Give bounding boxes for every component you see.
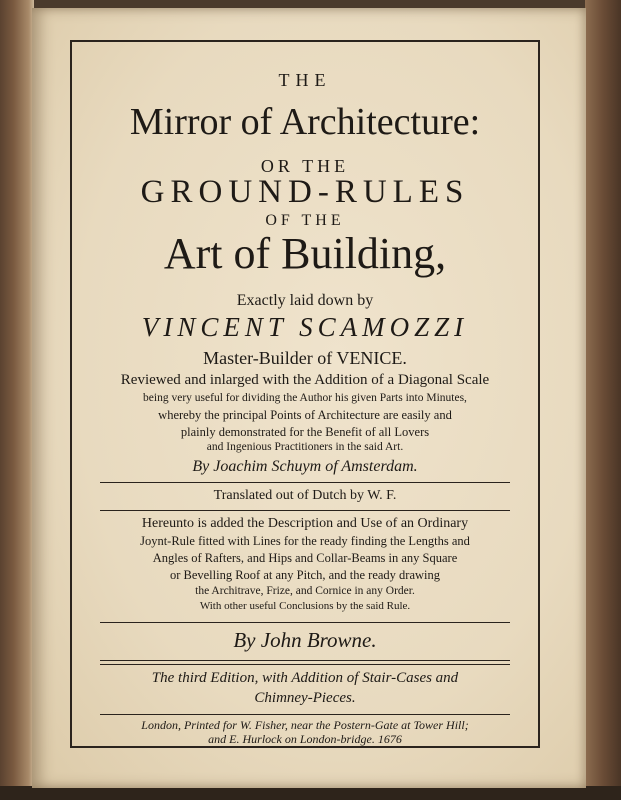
edition-line-1: The third Edition, with Addition of Stair-Cases and — [151, 670, 459, 686]
hereunto-line-3: Angles of Rafters, and Hips and Collar-Beams in any Square — [152, 551, 458, 565]
title-page — [32, 8, 586, 788]
book-cover-bottom — [0, 786, 621, 800]
hereunto-line-5: the Architrave, Frize, and Cornice in any Order. — [195, 585, 415, 597]
rule-divider — [100, 660, 510, 661]
master-builder-line: Master-Builder of VENICE. — [203, 348, 407, 368]
by-browne-line: By John Browne. — [233, 628, 377, 652]
exactly-laid-down: Exactly laid down by — [236, 292, 374, 309]
rule-divider — [100, 482, 510, 483]
rule-divider — [100, 622, 510, 623]
of-the-heading: OF THE — [265, 212, 345, 229]
hereunto-line-6: With other useful Conclusions by the said Rule. — [199, 600, 411, 612]
book-cover-left — [0, 0, 34, 800]
author-name: VINCENT SCAMOZZI — [141, 312, 469, 342]
rule-divider — [100, 510, 510, 511]
main-title: Mirror of Architecture: — [129, 101, 481, 143]
translated-line: Translated out of Dutch by W. F. — [213, 488, 397, 503]
imprint-line-2: and E. Hurlock on London-bridge. 1676 — [208, 732, 402, 746]
title-page-border — [70, 40, 540, 748]
reviewed-line-5: and Ingenious Practitioners in the said Art. — [206, 441, 404, 453]
by-schuym-line: By Joachim Schuym of Amsterdam. — [192, 458, 418, 475]
ground-rules-heading: GROUND-RULES — [140, 174, 470, 210]
edition-line-2: Chimney-Pieces. — [254, 690, 356, 706]
hereunto-line-2: Joynt-Rule fitted with Lines for the ready finding the Lengths and — [140, 534, 470, 548]
rule-divider — [100, 714, 510, 715]
imprint-line-1: London, Printed for W. Fisher, near the Postern-Gate at Tower Hill; — [141, 718, 469, 732]
rule-divider — [100, 664, 510, 665]
the-heading: THE — [278, 70, 332, 90]
hereunto-line-4: or Bevelling Roof at any Pitch, and the ready drawing — [169, 568, 441, 582]
reviewed-line-4: plainly demonstrated for the Benefit of all Lovers — [180, 425, 430, 439]
or-the-heading: OR THE — [260, 156, 350, 176]
art-of-building-title: Art of Building, — [163, 229, 447, 278]
book-cover-right — [585, 0, 621, 800]
reviewed-line-2: being very useful for dividing the Author his given Parts into Minutes, — [143, 392, 467, 404]
hereunto-line-1: Hereunto is added the Description and Use of an Ordinary — [141, 516, 469, 531]
reviewed-line-1: Reviewed and inlarged with the Addition of a Diagonal Scale — [120, 372, 490, 388]
title-page-content — [80, 42, 530, 746]
reviewed-line-3: whereby the principal Points of Architecture are easily and — [158, 408, 452, 422]
